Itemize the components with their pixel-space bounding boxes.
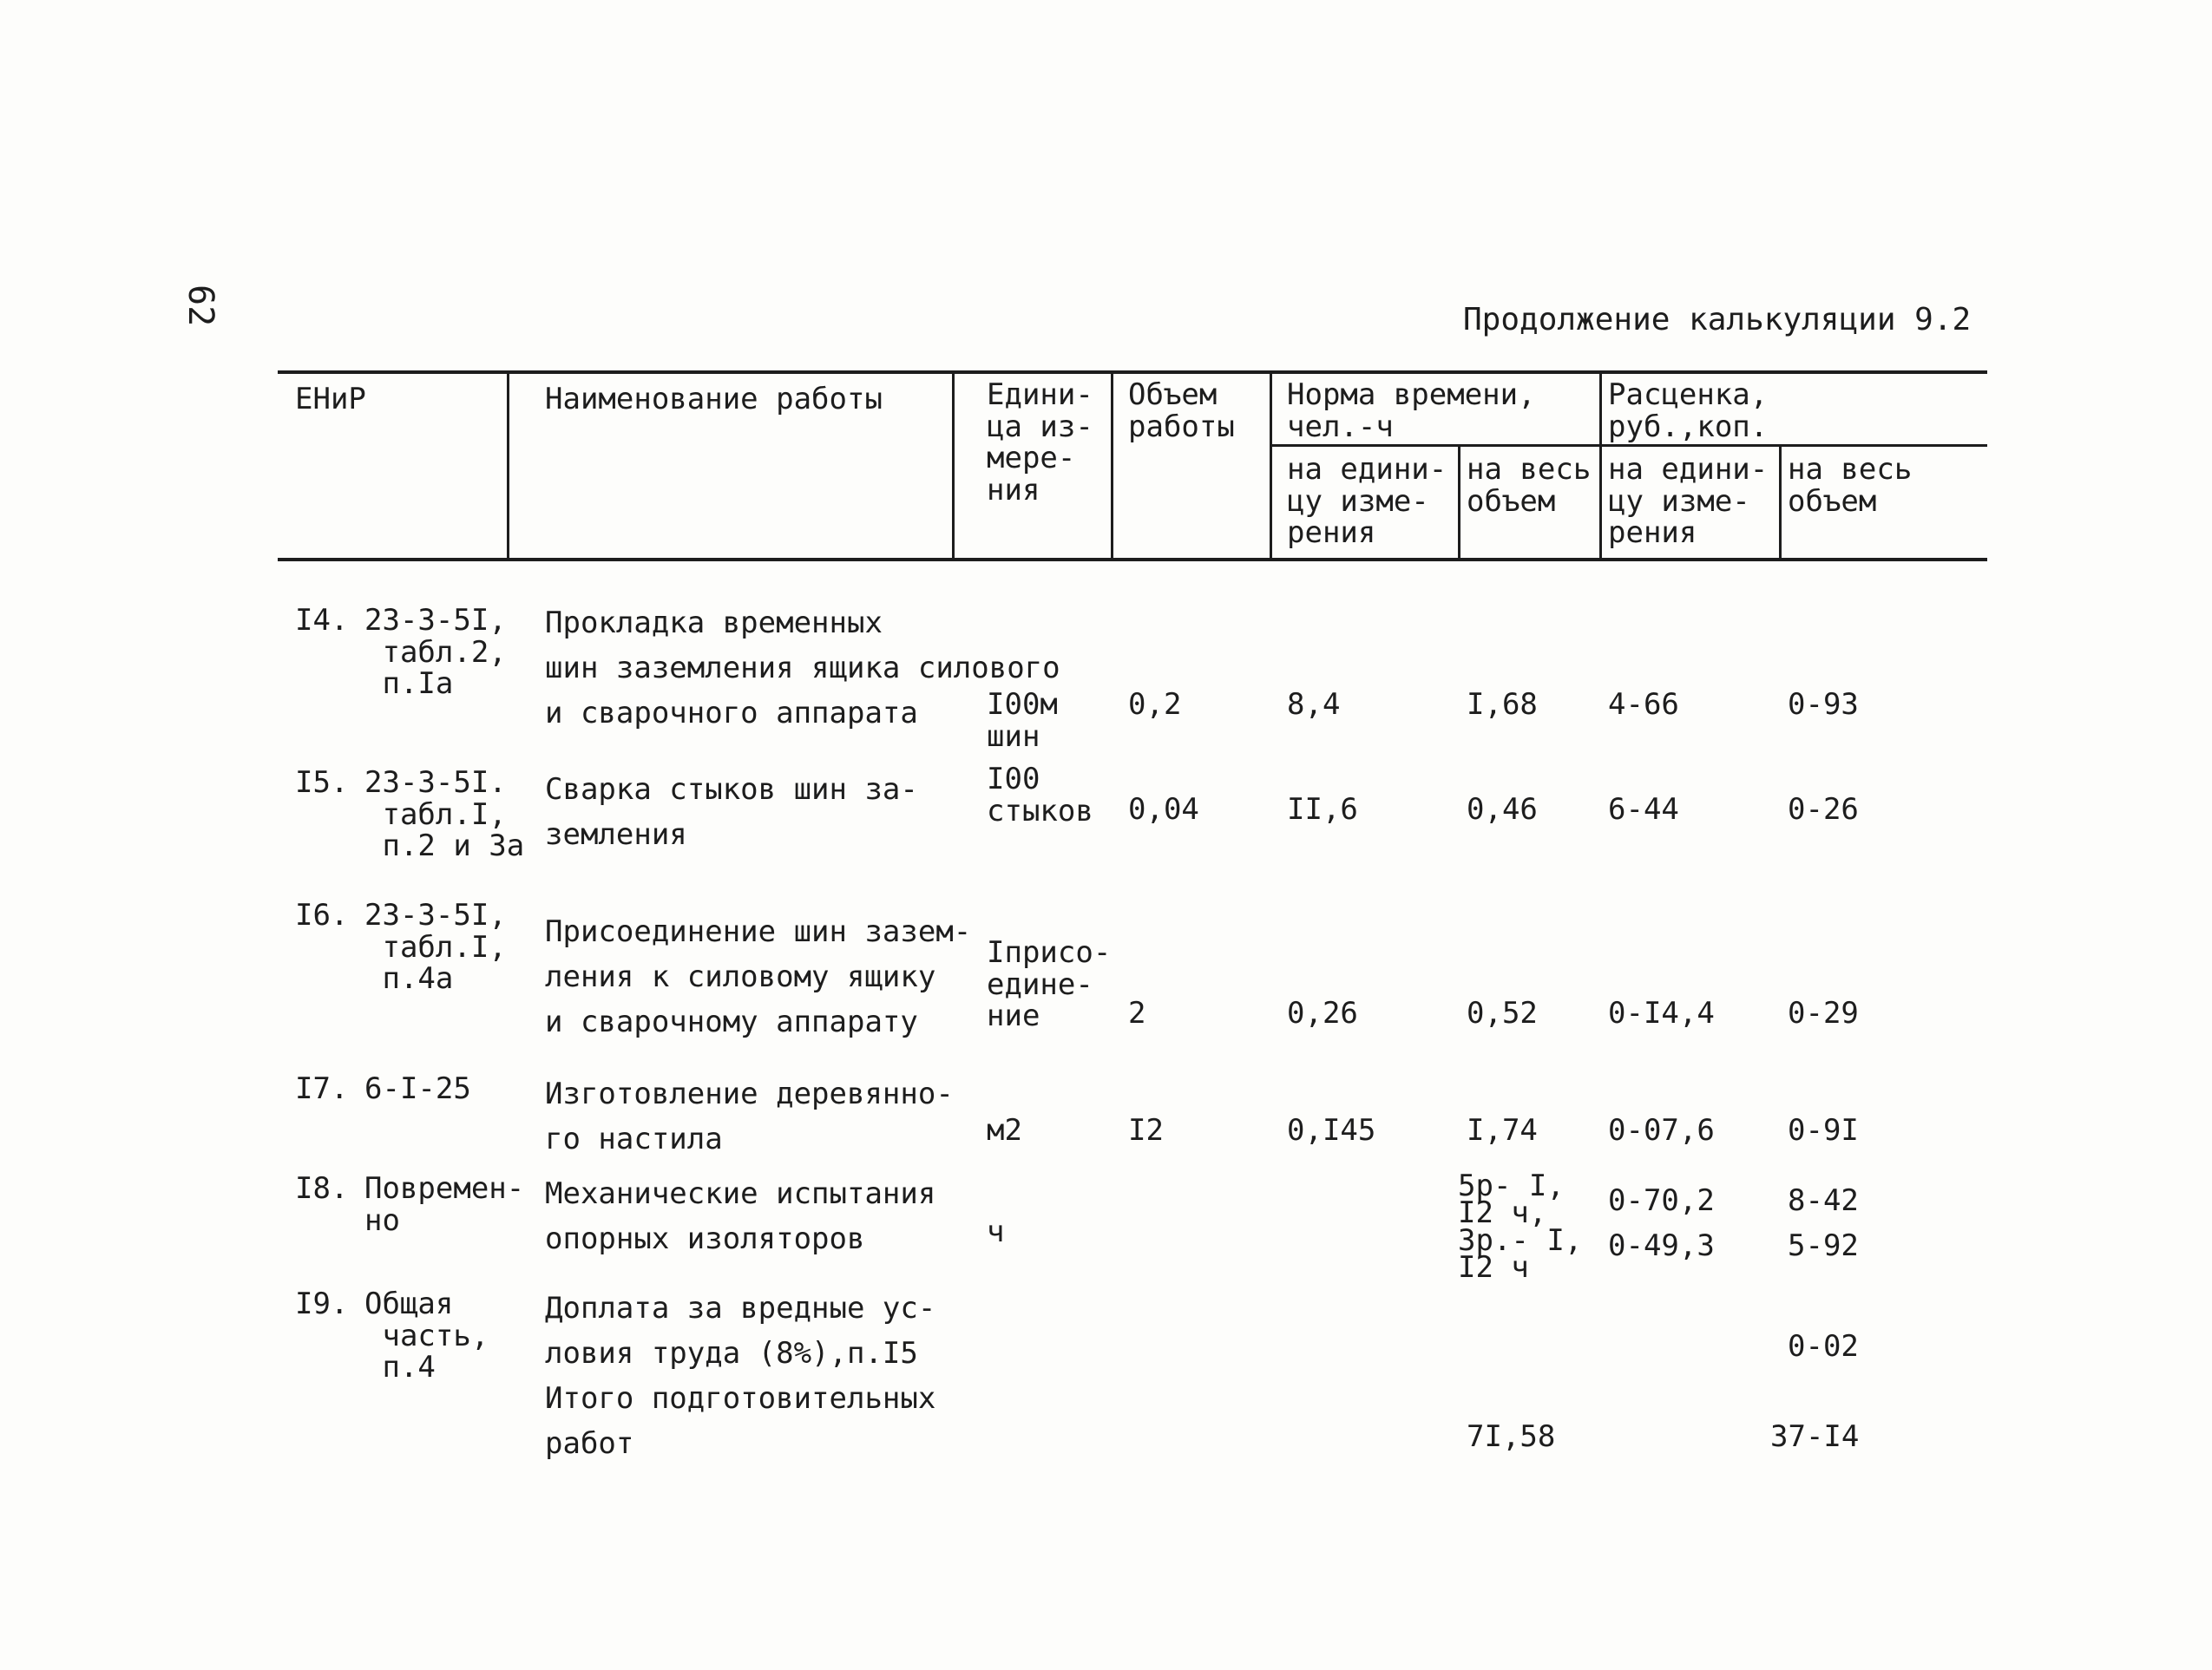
row-number: I9.: [295, 1287, 349, 1321]
row-work-name: Прокладка временных шин заземления ящика силового и сварочного аппарата: [545, 606, 1060, 730]
header-rate: Расценка, руб.,коп.: [1608, 377, 1769, 444]
row-rate-per-unit: 6-44: [1608, 792, 1679, 827]
row-volume: 0,2: [1128, 687, 1182, 722]
row-unit: ч: [987, 1215, 1005, 1249]
col-divider: [1779, 447, 1782, 558]
row-enir: 23-3-5I, табл.I, п.4а: [364, 898, 507, 997]
row-rate-total: 0-26: [1788, 792, 1859, 827]
row-rate-total: 0-02: [1788, 1329, 1859, 1364]
header-enir: ЕНиР: [295, 382, 366, 416]
page-number: 62: [181, 285, 220, 327]
header-name: Наименование работы: [545, 382, 883, 416]
row-number: I4.: [295, 603, 349, 638]
row-enir: 6-I-25: [364, 1071, 471, 1106]
row-volume: I2: [1128, 1113, 1164, 1148]
header-sub-rule: [1270, 444, 1987, 447]
header-unit: Едини- ца из- мере- ния: [987, 377, 1093, 508]
row-time-total: 5р- I, I2 ч, 3р.- I, I2 ч: [1458, 1169, 1583, 1285]
row-time-per-unit: 0,I45: [1287, 1113, 1376, 1148]
col-divider: [1270, 374, 1272, 558]
row-enir: 23-3-5I, табл.2, п.Iа: [364, 603, 507, 702]
row-work-name: Присоединение шин зазем- ления к силовому ящику и сварочному аппарату: [545, 914, 972, 1039]
row-number: I8.: [295, 1171, 349, 1206]
row-work-name: Доплата за вредные ус- ловия труда (8%),п.I5: [545, 1291, 936, 1371]
row-rate-per-unit: 4-66: [1608, 687, 1679, 722]
total-time: 7I,58: [1467, 1419, 1556, 1454]
row-rate-total: 0-9I: [1788, 1113, 1859, 1148]
row-enir: 23-3-5I. табл.I, п.2 и 3а: [364, 765, 525, 864]
row-unit: I00 стыков: [987, 762, 1093, 828]
header-time-per-unit: на едини- цу изме- рения: [1287, 452, 1447, 551]
row-number: I7.: [295, 1071, 349, 1106]
header-volume: Объем работы: [1128, 377, 1235, 444]
col-divider: [507, 374, 509, 558]
row-rate-total: 8-42 5-92: [1788, 1183, 1859, 1263]
header-rate-total: на весь объем: [1788, 452, 1913, 519]
header-bottom-rule: [278, 558, 1987, 561]
table-top-rule: [278, 370, 1987, 374]
row-work-name: Механические испытания опорных изоляторов: [545, 1176, 936, 1256]
row-rate-per-unit: 0-07,6: [1608, 1113, 1715, 1148]
col-divider: [1599, 374, 1602, 558]
col-divider: [952, 374, 955, 558]
row-unit: м2: [987, 1113, 1022, 1148]
row-volume: 2: [1128, 996, 1146, 1031]
row-enir: Повремен- но: [364, 1171, 525, 1238]
row-volume: 0,04: [1128, 792, 1199, 827]
row-number: I6.: [295, 898, 349, 933]
header-time-norm: Норма времени, чел.-ч: [1287, 377, 1536, 444]
header-time-total: на весь объем: [1467, 452, 1592, 519]
row-time-per-unit: 0,26: [1287, 996, 1358, 1031]
header-rate-per-unit: на едини- цу изме- рения: [1608, 452, 1769, 551]
row-unit: I00м шин: [987, 687, 1058, 754]
row-time-total: I,74: [1467, 1113, 1538, 1148]
row-time-total: 0,46: [1467, 792, 1538, 827]
total-rate: 37-I4: [1770, 1419, 1860, 1454]
row-time-per-unit: 8,4: [1287, 687, 1341, 722]
row-time-per-unit: II,6: [1287, 792, 1358, 827]
row-unit: Iприсо- едине- ние: [987, 935, 1112, 1034]
row-work-name: Сварка стыков шин за- земления: [545, 772, 918, 852]
row-rate-total: 0-29: [1788, 996, 1859, 1031]
row-rate-total: 0-93: [1788, 687, 1859, 722]
col-divider: [1458, 447, 1460, 558]
row-time-total: 0,52: [1467, 996, 1538, 1031]
total-label: Итого подготовительных работ: [545, 1381, 936, 1461]
row-work-name: Изготовление деревянно- го настила: [545, 1077, 954, 1156]
row-enir: Общая часть, п.4: [364, 1287, 489, 1385]
row-rate-per-unit: 0-70,2 0-49,3: [1608, 1183, 1715, 1263]
page-caption: Продолжение калькуляции 9.2: [1463, 302, 1972, 337]
row-number: I5.: [295, 765, 349, 800]
row-rate-per-unit: 0-I4,4: [1608, 996, 1715, 1031]
row-time-total: I,68: [1467, 687, 1538, 722]
col-divider: [1111, 374, 1113, 558]
